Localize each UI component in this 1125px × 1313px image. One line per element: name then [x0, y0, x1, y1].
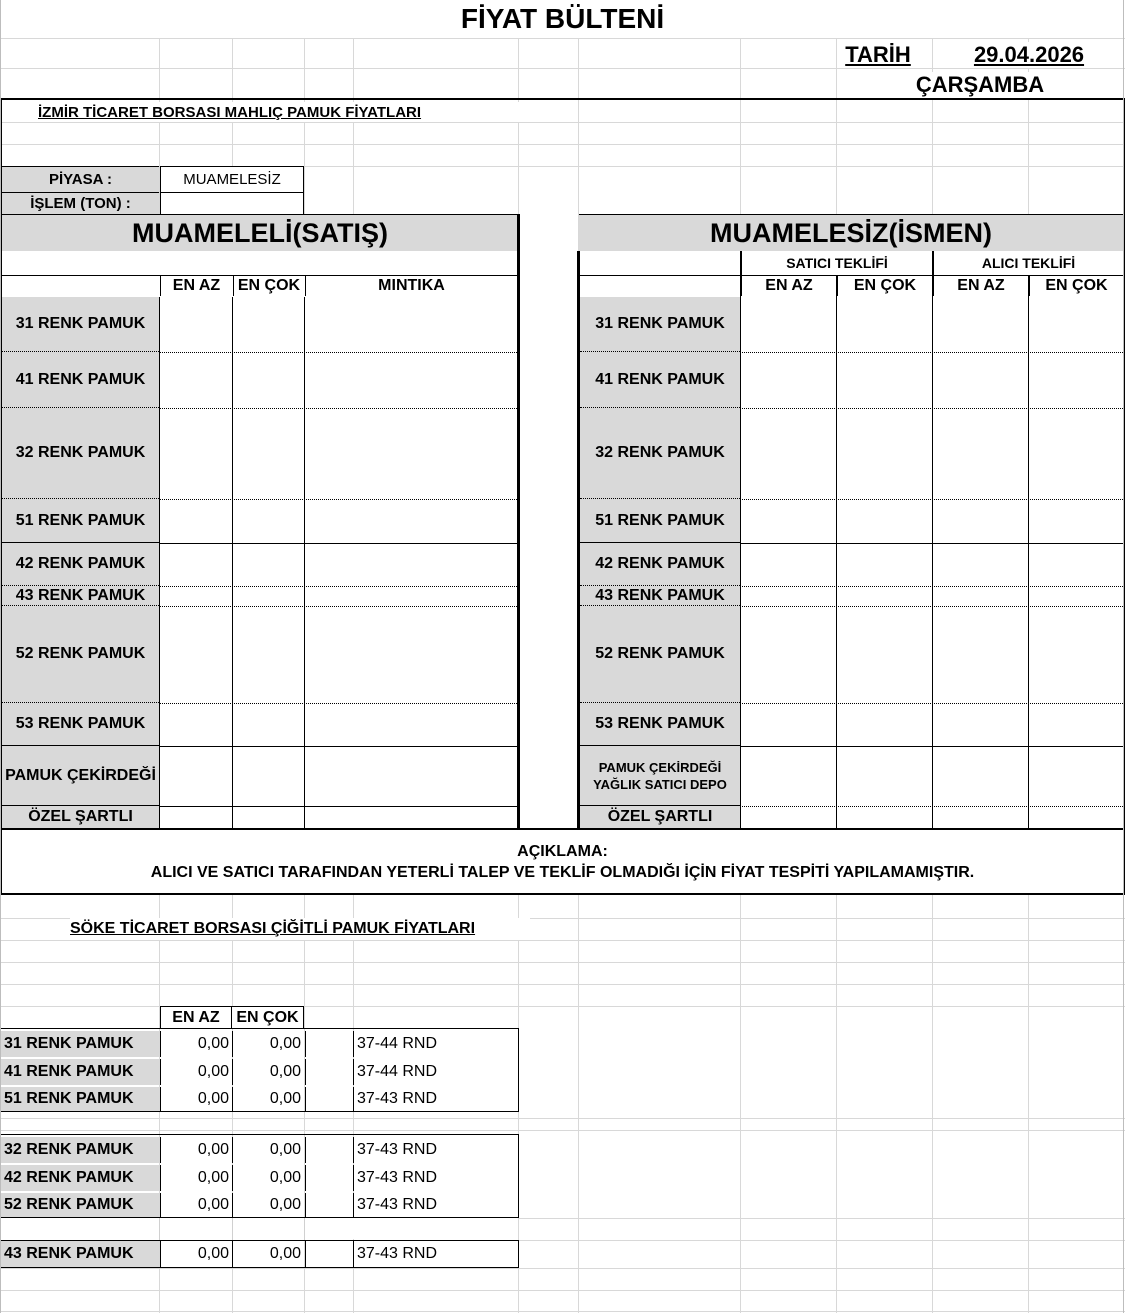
soke-row-blank [305, 1137, 353, 1163]
sheet-edge [0, 0, 1, 1313]
left-row-label: 53 RENK PAMUK [2, 703, 159, 746]
soke-row-min: 0,00 [160, 1059, 232, 1085]
aciklama-label: AÇIKLAMA: [517, 843, 608, 860]
soke-row-name: 51 RENK PAMUK [1, 1087, 159, 1111]
soke-row-min: 0,00 [160, 1241, 232, 1267]
aciklama-text: ALICI VE SATICI TARAFINDAN YETERLİ TALEP VE TEKLİF OLMADIĞI İÇİN FİYAT TESPİTİ YAPILAMAMIŞTIR. [150, 864, 975, 881]
soke-row-max: 0,00 [232, 1087, 304, 1111]
alici-teklifi-header: ALICI TEKLİFİ [933, 251, 1123, 275]
right-row-label: 52 RENK PAMUK [580, 606, 740, 703]
soke-row-blank [305, 1087, 353, 1111]
right-col-satici-en-az: EN AZ [741, 276, 836, 296]
gridline [0, 962, 1125, 963]
soke-row-blank [305, 1241, 353, 1267]
gridline [0, 940, 1125, 941]
page-title: FİYAT BÜLTENİ [0, 0, 1125, 38]
date-label: TARİH [838, 42, 918, 68]
piyasa-label: PİYASA : [2, 166, 159, 192]
right-col-alici-en-cok: EN ÇOK [1029, 276, 1123, 296]
gridline [0, 984, 1125, 985]
right-row-label: 51 RENK PAMUK [580, 499, 740, 543]
soke-row-min: 0,00 [160, 1193, 232, 1217]
date-value: 29.04.2026 [962, 42, 1096, 68]
day-name: ÇARŞAMBA [900, 72, 1060, 98]
soke-row-max: 0,00 [232, 1059, 304, 1085]
soke-row-max: 0,00 [232, 1137, 304, 1163]
soke-row-note: 37-43 RND [353, 1137, 518, 1163]
gridline [0, 1311, 1125, 1312]
soke-blank-row [1, 1218, 518, 1239]
right-row-label-line2: YAĞLIK SATICI DEPO [593, 776, 727, 792]
soke-row-min: 0,00 [160, 1031, 232, 1057]
soke-heading: SÖKE TİCARET BORSASI ÇİĞİTLİ PAMUK FİYATLARI [70, 918, 530, 940]
soke-row-name: 42 RENK PAMUK [1, 1165, 159, 1191]
left-row-label: ÖZEL ŞARTLI [2, 806, 159, 828]
soke-row-note: 37-43 RND [353, 1193, 518, 1217]
right-row-label: 53 RENK PAMUK [580, 703, 740, 746]
left-col-mintika: MINTIKA [305, 276, 517, 296]
gridline [0, 1268, 1125, 1269]
soke-col-en-cok: EN ÇOK [232, 1006, 304, 1028]
soke-row-note: 37-43 RND [353, 1241, 518, 1267]
gridline [0, 1130, 1125, 1131]
soke-row-note: 37-44 RND [353, 1031, 518, 1057]
left-row-label: 51 RENK PAMUK [2, 499, 159, 543]
right-row-cekirdek [580, 746, 740, 806]
left-data-area [160, 297, 517, 828]
soke-row-name: 41 RENK PAMUK [1, 1059, 159, 1085]
left-blank-row [2, 251, 517, 275]
piyasa-value: MUAMELESİZ [160, 166, 304, 192]
left-row-label: 52 RENK PAMUK [2, 606, 159, 703]
soke-row-max: 0,00 [232, 1031, 304, 1057]
left-section-title: MUAMELELİ(SATIŞ) [2, 214, 518, 251]
left-col-en-az: EN AZ [160, 276, 232, 296]
soke-row-note: 37-43 RND [353, 1165, 518, 1191]
soke-row-max: 0,00 [232, 1241, 304, 1267]
soke-row-min: 0,00 [160, 1087, 232, 1111]
soke-row-max: 0,00 [232, 1193, 304, 1217]
left-row-label: PAMUK ÇEKİRDEĞİ [2, 746, 159, 806]
left-row-label: 42 RENK PAMUK [2, 543, 159, 586]
soke-row-min: 0,00 [160, 1165, 232, 1191]
gridline [0, 38, 1125, 39]
islem-label: İŞLEM (TON) : [2, 192, 159, 214]
islem-value [160, 192, 304, 214]
soke-row-min: 0,00 [160, 1137, 232, 1163]
sheet-edge [1123, 0, 1124, 1313]
soke-row-blank [305, 1059, 353, 1085]
soke-row-name: 43 RENK PAMUK [1, 1241, 159, 1267]
right-section-title: MUAMELESİZ(İSMEN) [579, 214, 1123, 251]
middle-gap [521, 214, 578, 828]
soke-row-blank [305, 1165, 353, 1191]
soke-row-name: 32 RENK PAMUK [1, 1137, 159, 1163]
right-row-label: 31 RENK PAMUK [580, 297, 740, 352]
gridline [0, 1290, 1125, 1291]
right-row-label: ÖZEL ŞARTLI [580, 806, 740, 828]
soke-row-blank [305, 1031, 353, 1057]
left-row-label: 43 RENK PAMUK [2, 586, 159, 606]
right-row-label: 43 RENK PAMUK [580, 586, 740, 606]
soke-row-blank [305, 1193, 353, 1217]
right-row-label: 32 RENK PAMUK [580, 408, 740, 499]
right-row-label: PAMUK ÇEKİRDEĞİ [598, 759, 722, 775]
left-row-label: 31 RENK PAMUK [2, 297, 159, 352]
gridline [0, 1118, 1125, 1119]
soke-row-note: 37-43 RND [353, 1087, 518, 1111]
soke-row-max: 0,00 [232, 1165, 304, 1191]
soke-col-en-az: EN AZ [160, 1006, 232, 1028]
soke-row-note: 37-44 RND [353, 1059, 518, 1085]
right-row-label: 41 RENK PAMUK [580, 352, 740, 408]
gridline [0, 68, 1125, 69]
left-table-border [517, 214, 520, 828]
left-row-label: 41 RENK PAMUK [2, 352, 159, 408]
soke-row-name: 52 RENK PAMUK [1, 1193, 159, 1217]
right-row-label: 42 RENK PAMUK [580, 543, 740, 586]
right-col-alici-en-az: EN AZ [933, 276, 1028, 296]
left-row-label: 32 RENK PAMUK [2, 408, 159, 499]
satici-teklifi-header: SATICI TEKLİFİ [741, 251, 932, 275]
left-col-en-cok: EN ÇOK [233, 276, 304, 296]
izmir-heading: İZMİR TİCARET BORSASI MAHLIÇ PAMUK FİYATLARI [38, 102, 538, 122]
right-col-satici-en-cok: EN ÇOK [837, 276, 932, 296]
soke-row-name: 31 RENK PAMUK [1, 1031, 159, 1057]
